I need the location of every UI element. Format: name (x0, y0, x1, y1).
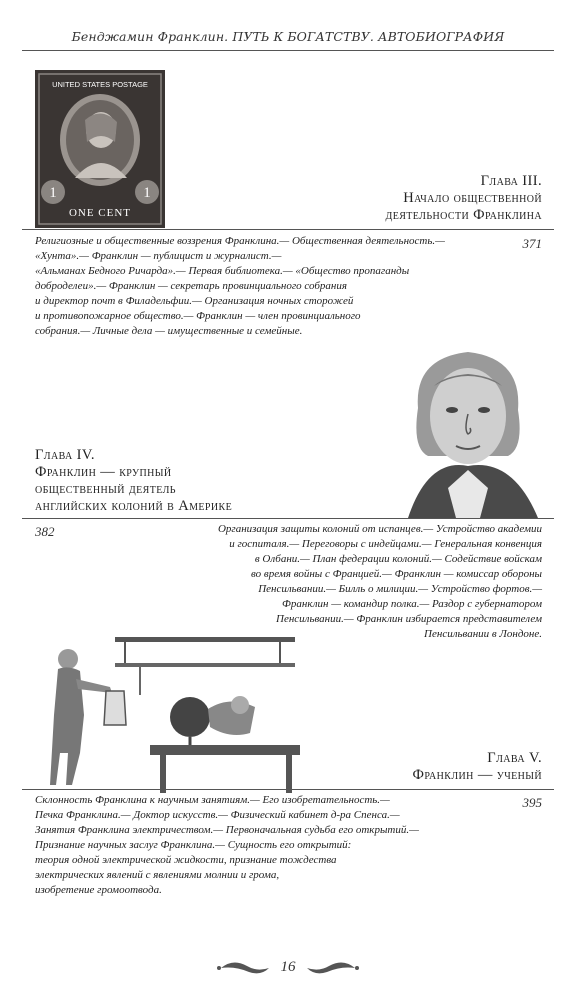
summary-line: Организация защиты колоний от испанцев.— Устройство академии (217, 523, 542, 535)
summary-line: во время войны с Францией.— Франклин — комиссар обороны (251, 568, 542, 580)
summary-line: Пенсильвании в Лондоне. (424, 628, 542, 640)
summary-line: Пенсильвании.— Франклин избирается представителем (276, 613, 542, 625)
summary-line: Франклин — командир полка.— Раздор с губернатором (282, 598, 542, 610)
summary-line: изобретение громоотвода. (35, 884, 162, 896)
header-rule (22, 50, 554, 51)
chapter-5-summary (35, 793, 419, 898)
electricity-experiment-image (40, 635, 300, 795)
postage-stamp-image (35, 70, 165, 228)
chapter-4-title-line: английских колоний в Америке (35, 498, 233, 514)
chapter-3-label: Глава III. (480, 173, 542, 189)
stamp-numeral-right: 1 (143, 185, 151, 201)
running-header: Бенджамин Франклин. ПУТЬ К БОГАТСТВУ. АВТОБИОГРАФИЯ (71, 29, 505, 44)
summary-line: Религиозные и общественные воззрения Франклина.— Общественная деятельность.— (35, 235, 445, 247)
stamp-bottom-text: ONE CENT (68, 207, 132, 219)
summary-line: в Олбани.— План федерации колоний.— Содействие войскам (254, 553, 542, 565)
chapter-4-rule (22, 518, 554, 519)
stamp-top-text: UNITED STATES POSTAGE (52, 80, 148, 89)
summary-line: теория одной электрической жидкости, признание тождества (35, 854, 337, 866)
chapter-3-title-line: Начало общественной (403, 190, 542, 206)
chapter-3-rule (22, 229, 554, 230)
chapter-3-page: 371 (522, 236, 542, 251)
summary-line: доброделеи».— Франклин — секретарь провинциального собрания (35, 280, 347, 292)
summary-line: Склонность Франклина к научным занятиям.— Его изобретательность.— (35, 794, 390, 806)
chapter-5-rule (22, 789, 554, 790)
chapter-3-summary (35, 234, 445, 339)
summary-line: Признание научных заслуг Франклина.— Сущность его открытий: (35, 839, 352, 851)
chapter-5-label: Глава V. (487, 750, 542, 766)
chapter-5-heading (413, 750, 542, 784)
summary-line: собрания.— Личные дела — имущественные и семейные. (35, 325, 303, 337)
chapter-3-title-line: деятельности Франклина (385, 207, 542, 223)
summary-line: и противопожарное общество.— Франклин — член провинциального (35, 310, 361, 322)
chapter-4-summary (218, 522, 542, 642)
chapter-4-page: 382 (35, 524, 55, 539)
summary-line: «Альманах Бедного Ричарда».— Первая библиотека.— «Общество пропаганды (35, 265, 410, 277)
chapter-5-title-line: Франклин — ученый (412, 767, 542, 783)
stamp-numeral-left: 1 (49, 185, 57, 201)
franklin-portrait-image (388, 338, 548, 518)
chapter-4-title-line: общественный деятель (35, 481, 176, 497)
chapter-3-heading (386, 173, 543, 224)
summary-line: электрических явлений с явлениями молнии и грома, (35, 869, 280, 881)
summary-line: и госпиталя.— Переговоры с индейцами.— Генеральная конвенция (229, 538, 542, 550)
chapter-4-label: Глава IV. (35, 447, 95, 463)
chapter-4-title-line: Франклин — крупный (35, 464, 172, 480)
summary-line: и директор почт в Филадельфии.— Организация ночных сторожей (35, 295, 354, 307)
chapter-5-page: 395 (522, 795, 542, 810)
summary-line: Занятия Франклина электричеством.— Первоначальная судьба его открытий.— (35, 824, 419, 836)
chapter-4-heading (35, 447, 232, 515)
summary-line: «Хунта».— Франклин — публицист и журналист.— (35, 250, 282, 262)
summary-line: Пенсильвании.— Билль о милиции.— Устройство фортов.— (258, 583, 542, 595)
footer-page-number: 16 (280, 959, 296, 975)
summary-line: Печка Франклина.— Доктор искусств.— Физический кабинет д-ра Спенса.— (35, 809, 400, 821)
